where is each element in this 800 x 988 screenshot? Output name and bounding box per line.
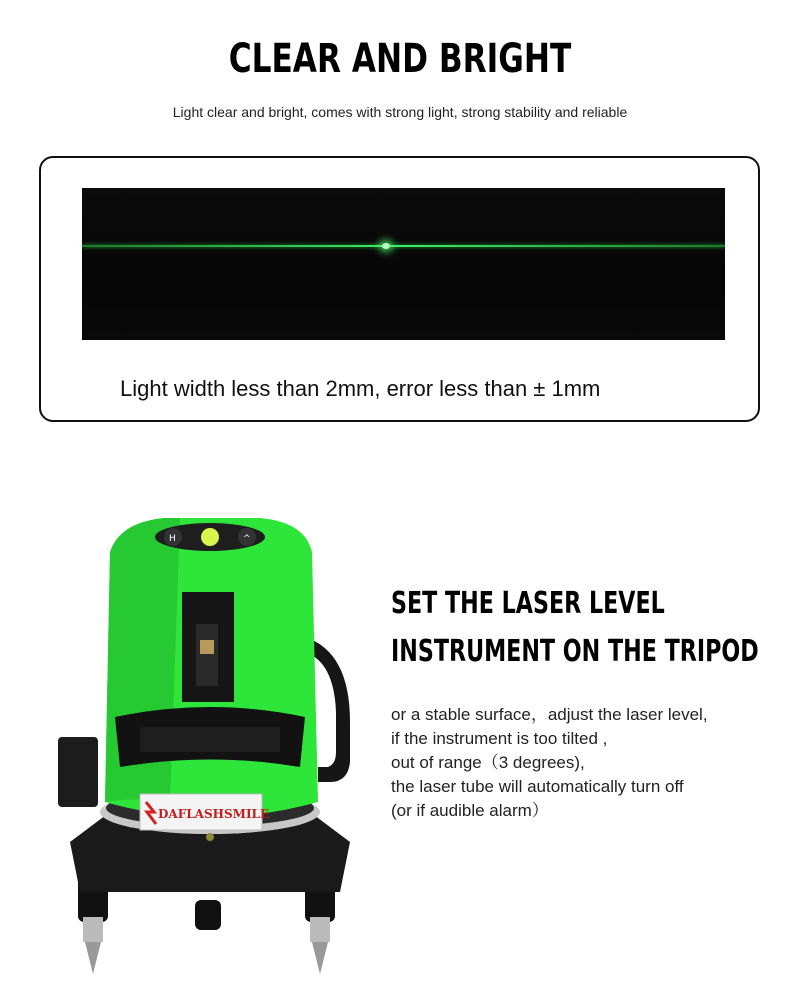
svg-text:^: ^	[243, 534, 251, 544]
laser-beam-line	[82, 245, 725, 247]
page-subtitle: Light clear and bright, comes with strong light, strong stability and reliable	[172, 104, 628, 120]
tripod-heading-line2: INSTRUMENT ON THE TRIPOD	[391, 634, 759, 669]
description-line: the laser tube will automatically turn off	[391, 777, 684, 796]
tripod-heading-line1: SET THE LASER LEVEL	[391, 586, 665, 621]
tripod-description	[391, 703, 708, 823]
brand-label: DAFLASHSMILE	[158, 807, 270, 821]
laser-level-device-image	[50, 512, 370, 982]
svg-text:H: H	[169, 534, 176, 544]
description-line: out of range（3 degrees),	[391, 753, 585, 772]
description-line: if the instrument is too tilted ,	[391, 729, 608, 748]
laser-beam-dot	[382, 243, 390, 249]
page-title: CLEAR AND BRIGHT	[228, 36, 572, 82]
spec-text: Light width less than 2mm, error less than ± 1mm	[120, 376, 601, 401]
laser-line-photo	[82, 188, 725, 340]
description-line: (or if audible alarm）	[391, 801, 549, 820]
description-line: or a stable surface，adjust the laser level,	[391, 705, 708, 724]
